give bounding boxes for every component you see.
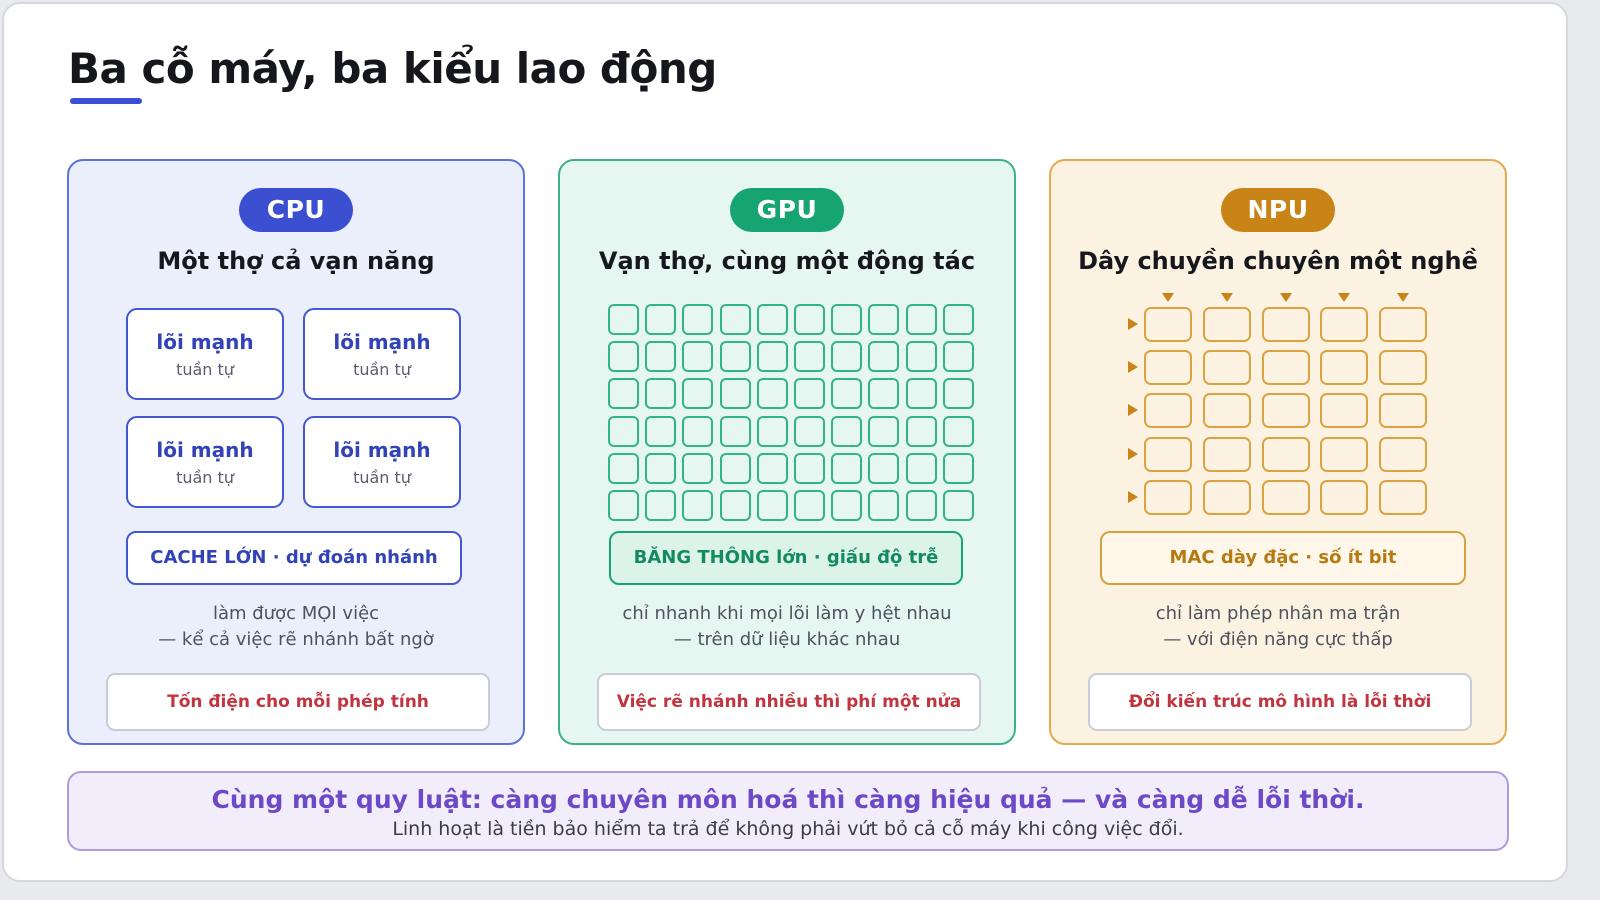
row-input-arrow-icon bbox=[1128, 404, 1138, 416]
gpu-core-cell bbox=[682, 378, 713, 409]
cpu-subtitle: Một thợ cả vạn năng bbox=[157, 247, 435, 275]
npu-badge: NPU bbox=[1221, 188, 1335, 232]
gpu-core-cell bbox=[943, 341, 974, 372]
gpu-core-cell bbox=[831, 490, 862, 521]
npu-mac-cell bbox=[1379, 350, 1427, 385]
footer-banner bbox=[67, 771, 1509, 851]
gpu-core-cell bbox=[831, 304, 862, 335]
gpu-core-cell bbox=[757, 453, 788, 484]
npu-mac-cell bbox=[1203, 350, 1251, 385]
npu-desc-line-1: chỉ làm phép nhân ma trận bbox=[1155, 603, 1401, 624]
gpu-core-cell bbox=[906, 490, 937, 521]
slide-title: Ba cỗ máy, ba kiểu lao động bbox=[68, 44, 717, 93]
gpu-core-cell bbox=[645, 304, 676, 335]
gpu-core-cell bbox=[868, 490, 899, 521]
gpu-core-cell bbox=[682, 453, 713, 484]
gpu-core-cell bbox=[906, 378, 937, 409]
cpu-description bbox=[69, 601, 523, 653]
gpu-core-cell bbox=[645, 453, 676, 484]
core-subtitle: tuần tự bbox=[176, 468, 234, 487]
npu-mac-cell bbox=[1320, 480, 1368, 515]
gpu-core-cell bbox=[868, 341, 899, 372]
core-subtitle: tuần tự bbox=[353, 468, 411, 487]
gpu-core-cell bbox=[906, 453, 937, 484]
gpu-core-cell bbox=[757, 378, 788, 409]
cpu-warning: Tốn điện cho mỗi phép tính bbox=[106, 673, 490, 731]
npu-panel bbox=[1049, 159, 1507, 745]
gpu-core-cell bbox=[831, 378, 862, 409]
gpu-core-cell bbox=[720, 304, 751, 335]
npu-mac-cell bbox=[1144, 307, 1192, 342]
npu-description bbox=[1051, 601, 1505, 653]
cpu-core-3 bbox=[126, 416, 284, 508]
gpu-core-cell bbox=[794, 453, 825, 484]
gpu-core-cell bbox=[608, 378, 639, 409]
npu-mac-cell bbox=[1203, 393, 1251, 428]
gpu-core-cell bbox=[682, 341, 713, 372]
gpu-core-cell bbox=[720, 341, 751, 372]
cpu-feature-box: CACHE LỚN · dự đoán nhánh bbox=[126, 531, 462, 585]
row-input-arrow-icon bbox=[1128, 491, 1138, 503]
gpu-core-cell bbox=[757, 304, 788, 335]
gpu-core-cell bbox=[682, 416, 713, 447]
gpu-core-cell bbox=[757, 341, 788, 372]
row-input-arrow-icon bbox=[1128, 318, 1138, 330]
npu-mac-cell bbox=[1320, 393, 1368, 428]
npu-feature-box: MAC dày đặc · số ít bit bbox=[1100, 531, 1466, 585]
gpu-core-cell bbox=[831, 416, 862, 447]
npu-mac-cell bbox=[1262, 437, 1310, 472]
gpu-core-cell bbox=[720, 378, 751, 409]
footer-sub-text: Linh hoạt là tiền bảo hiểm ta trả để không phải vứt bỏ cả cỗ máy khi công việc đổi. bbox=[392, 818, 1184, 840]
gpu-warning: Việc rẽ nhánh nhiều thì phí một nửa bbox=[597, 673, 981, 731]
column-input-arrow-icon bbox=[1338, 293, 1350, 302]
gpu-core-cell bbox=[608, 304, 639, 335]
npu-mac-cell bbox=[1320, 350, 1368, 385]
npu-mac-cell bbox=[1203, 437, 1251, 472]
npu-mac-cell bbox=[1144, 480, 1192, 515]
npu-desc-line-2: — với điện năng cực thấp bbox=[1163, 629, 1393, 650]
gpu-desc-line-1: chỉ nhanh khi mọi lõi làm y hệt nhau bbox=[622, 603, 952, 624]
npu-mac-cell bbox=[1379, 437, 1427, 472]
footer-main-text: Cùng một quy luật: càng chuyên môn hoá thì càng hiệu quả — và càng dễ lỗi thời. bbox=[211, 785, 1365, 814]
gpu-core-cell bbox=[794, 341, 825, 372]
npu-warning: Đổi kiến trúc mô hình là lỗi thời bbox=[1088, 673, 1472, 731]
gpu-core-cell bbox=[943, 490, 974, 521]
gpu-core-cell bbox=[794, 490, 825, 521]
gpu-core-cell bbox=[608, 490, 639, 521]
cpu-core-1 bbox=[126, 308, 284, 400]
gpu-panel bbox=[558, 159, 1016, 745]
gpu-core-cell bbox=[682, 304, 713, 335]
gpu-core-cell bbox=[794, 304, 825, 335]
cpu-badge: CPU bbox=[239, 188, 353, 232]
gpu-core-cell bbox=[868, 304, 899, 335]
gpu-core-cell bbox=[906, 416, 937, 447]
npu-mac-cell bbox=[1379, 480, 1427, 515]
gpu-core-cell bbox=[831, 341, 862, 372]
gpu-desc-line-2: — trên dữ liệu khác nhau bbox=[673, 629, 901, 650]
gpu-core-cell bbox=[906, 304, 937, 335]
slide-frame bbox=[2, 2, 1568, 882]
npu-mac-cell bbox=[1262, 393, 1310, 428]
gpu-core-cell bbox=[645, 490, 676, 521]
npu-mac-cell bbox=[1379, 393, 1427, 428]
cpu-panel bbox=[67, 159, 525, 745]
title-underline bbox=[70, 98, 142, 104]
row-input-arrow-icon bbox=[1128, 361, 1138, 373]
npu-mac-cell bbox=[1320, 307, 1368, 342]
npu-mac-cell bbox=[1262, 307, 1310, 342]
gpu-core-cell bbox=[868, 453, 899, 484]
core-title: lõi mạnh bbox=[333, 330, 431, 354]
gpu-core-cell bbox=[831, 453, 862, 484]
gpu-core-cell bbox=[943, 416, 974, 447]
gpu-core-cell bbox=[720, 490, 751, 521]
gpu-core-cell bbox=[720, 416, 751, 447]
core-title: lõi mạnh bbox=[156, 330, 254, 354]
gpu-core-cell bbox=[757, 490, 788, 521]
cpu-core-4 bbox=[303, 416, 461, 508]
gpu-core-cell bbox=[943, 453, 974, 484]
column-input-arrow-icon bbox=[1397, 293, 1409, 302]
npu-subtitle: Dây chuyền chuyên một nghề bbox=[1078, 247, 1478, 275]
gpu-core-cell bbox=[906, 341, 937, 372]
npu-mac-cell bbox=[1262, 480, 1310, 515]
gpu-badge: GPU bbox=[730, 188, 844, 232]
npu-systolic-array bbox=[1051, 161, 1509, 747]
core-title: lõi mạnh bbox=[333, 438, 431, 462]
npu-mac-cell bbox=[1203, 307, 1251, 342]
core-subtitle: tuần tự bbox=[353, 360, 411, 379]
gpu-core-cell bbox=[794, 378, 825, 409]
npu-mac-cell bbox=[1144, 393, 1192, 428]
column-input-arrow-icon bbox=[1162, 293, 1174, 302]
gpu-core-cell bbox=[682, 490, 713, 521]
core-subtitle: tuần tự bbox=[176, 360, 234, 379]
gpu-core-grid bbox=[608, 304, 978, 524]
gpu-core-cell bbox=[645, 378, 676, 409]
cpu-desc-line-2: — kể cả việc rẽ nhánh bất ngờ bbox=[158, 629, 434, 650]
cpu-desc-line-1: làm được MỌI việc bbox=[212, 603, 380, 624]
gpu-subtitle: Vạn thợ, cùng một động tác bbox=[598, 247, 976, 275]
gpu-core-cell bbox=[645, 416, 676, 447]
gpu-core-cell bbox=[794, 416, 825, 447]
gpu-core-cell bbox=[720, 453, 751, 484]
npu-mac-cell bbox=[1320, 437, 1368, 472]
row-input-arrow-icon bbox=[1128, 448, 1138, 460]
npu-mac-cell bbox=[1262, 350, 1310, 385]
gpu-core-cell bbox=[608, 416, 639, 447]
column-input-arrow-icon bbox=[1280, 293, 1292, 302]
npu-mac-cell bbox=[1203, 480, 1251, 515]
gpu-core-cell bbox=[757, 416, 788, 447]
npu-mac-cell bbox=[1144, 437, 1192, 472]
gpu-core-cell bbox=[943, 304, 974, 335]
gpu-core-cell bbox=[868, 378, 899, 409]
gpu-description bbox=[560, 601, 1014, 653]
gpu-core-cell bbox=[645, 341, 676, 372]
core-title: lõi mạnh bbox=[156, 438, 254, 462]
npu-mac-cell bbox=[1379, 307, 1427, 342]
npu-mac-cell bbox=[1144, 350, 1192, 385]
column-input-arrow-icon bbox=[1221, 293, 1233, 302]
gpu-feature-box: BĂNG THÔNG lớn · giấu độ trễ bbox=[609, 531, 963, 585]
gpu-core-cell bbox=[608, 341, 639, 372]
gpu-core-cell bbox=[608, 453, 639, 484]
gpu-core-cell bbox=[868, 416, 899, 447]
gpu-core-cell bbox=[943, 378, 974, 409]
cpu-core-2 bbox=[303, 308, 461, 400]
